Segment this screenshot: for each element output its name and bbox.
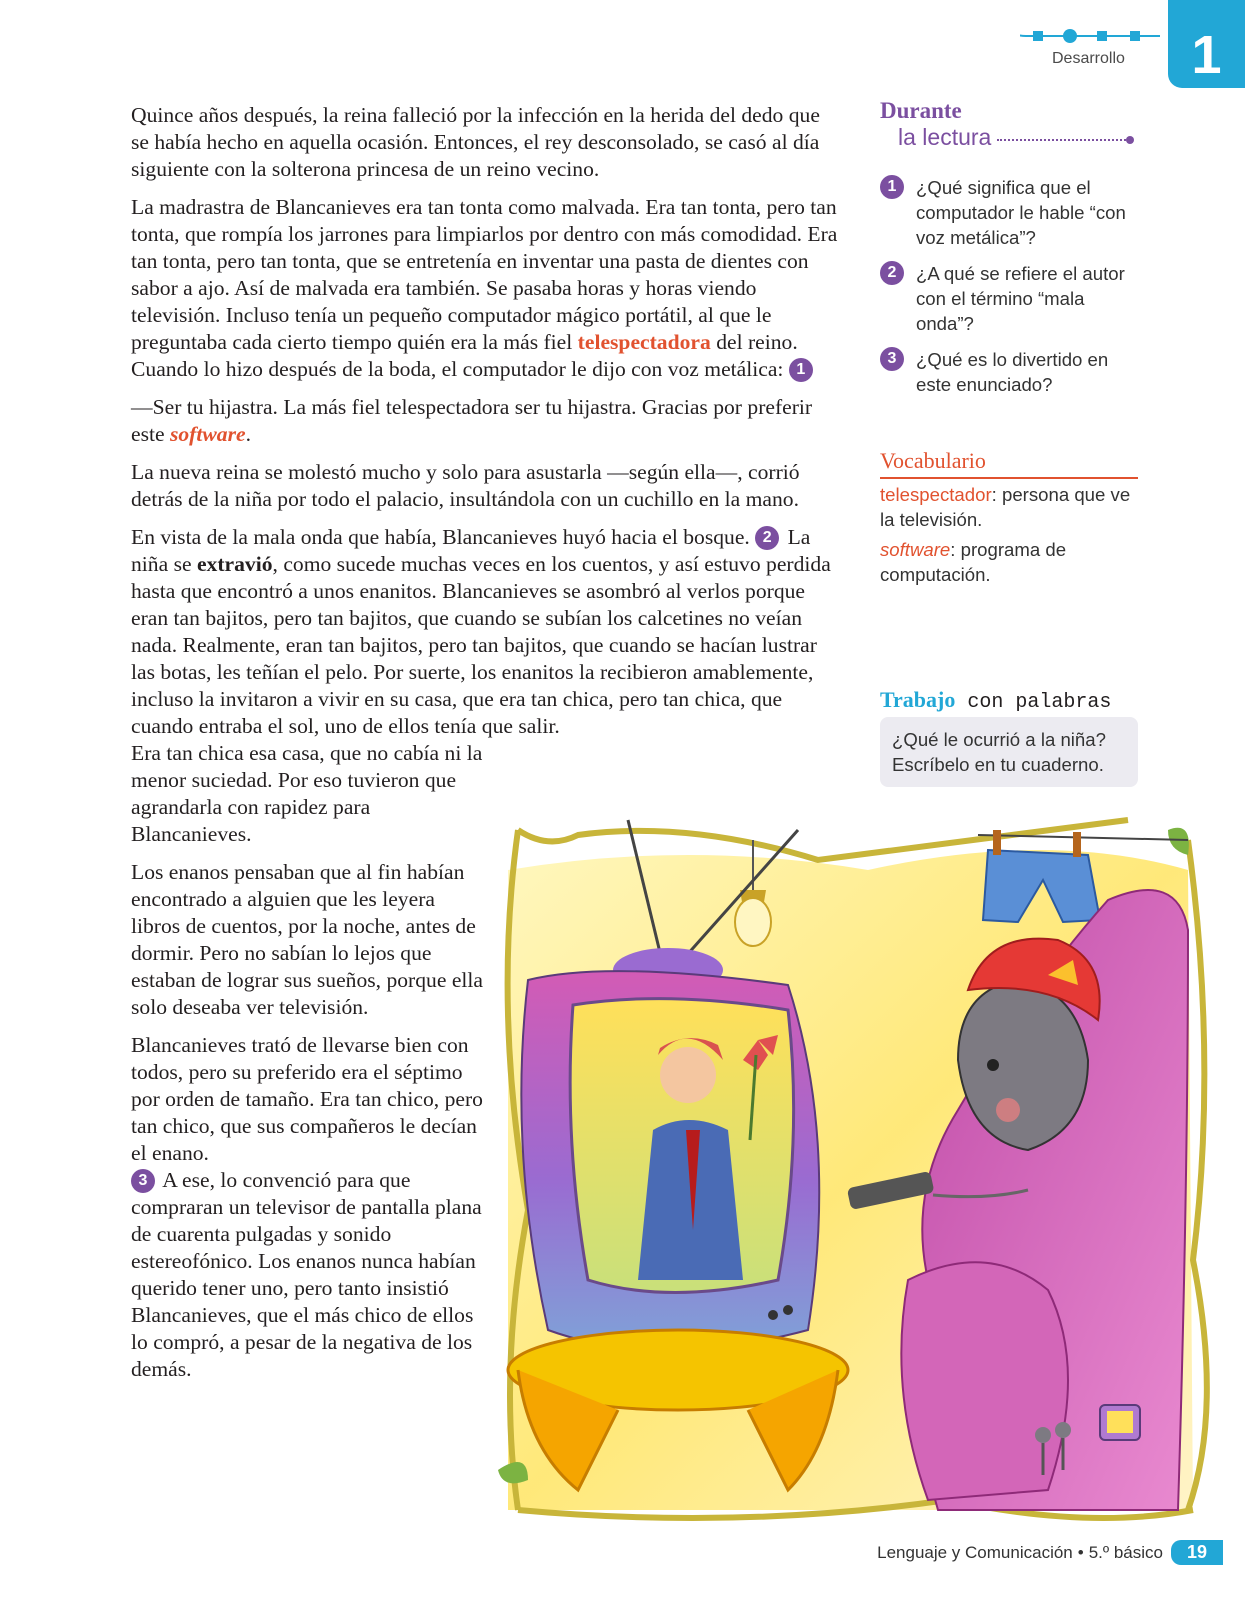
during-reading-subtitle: la lectura (898, 124, 992, 150)
question-list (880, 175, 1140, 397)
keyword-telespectadora[interactable]: telespectadora (577, 330, 711, 354)
question-number-1: 1 (880, 175, 904, 199)
paragraph-5-continued: Era tan chica esa casa, que no cabía ni la menor suciedad. Por eso tuvieron que agrandarla con rapidez para Blancanieves. (131, 741, 483, 846)
question-marker-1[interactable]: 1 (789, 358, 813, 382)
question-2: 2 ¿A qué se refiere el autor con el término “mala onda”? (880, 261, 1140, 336)
during-reading-box (880, 98, 1140, 408)
paragraph-6: Los enanos pensaban que al fin habían encontrado a alguien que les leyera libros de cuentos, por la noche, antes de dormir. Pero no sabían lo lejos que estaban de lograr sus sueños, porque ella solo deseaba ver televisión. (131, 860, 483, 1019)
paragraph-3: —Ser tu hijastra. La más fiel telespectadora ser tu hijastra. Gracias por preferir este software. (131, 395, 813, 446)
during-reading-title: Durante (880, 98, 962, 123)
page-footer (877, 1540, 1223, 1565)
question-number-3: 3 (880, 347, 904, 371)
paragraph-7: Blancanieves trató de llevarse bien con todos, pero su preferido era el séptimo por orden de tamaño. Era tan chico, pero tan chico, que sus compañeros le decían el enano. 3 A ese, lo convenció para que compraran un televisor de pantalla plana de cuarenta pulgadas y sonido estereofónico. Los enanos nunca habían querido tener uno, pero tanto insistió Blancanieves, que el más chico de ellos lo compró, a pesar de la negativa de los demás. (131, 1033, 483, 1381)
question-number-2: 2 (880, 261, 904, 285)
keyword-extravio: extravió (196, 552, 273, 576)
dotted-rule (997, 139, 1129, 141)
question-3: 3 ¿Qué es lo divertido en este enunciado? (880, 347, 1140, 397)
footer-grade: 5.º básico (1088, 1542, 1163, 1562)
paragraph-1: Quince años después, la reina falleció por la infección en la herida del dedo que se había hecho en aquella ocasión. Entonces, el rey desconsolado, se casó al día siguiente con la solterona princesa de un reino vecino. (131, 103, 820, 181)
question-marker-3[interactable]: 3 (131, 1169, 155, 1193)
story-illustration (488, 810, 1230, 1550)
vocab-entry-software: software: programa de computación. (880, 539, 1067, 585)
footer-subject: Lenguaje y Comunicación (877, 1542, 1073, 1562)
page-number: 19 (1171, 1540, 1223, 1565)
section-label: Desarrollo (1052, 50, 1125, 67)
unit-number-tab: 1 (1168, 0, 1245, 88)
question-marker-2[interactable]: 2 (755, 526, 779, 550)
paragraph-4: La nueva reina se molestó mucho y solo para asustarla —según ella—, corrió detrás de la niña por todo el palacio, insultándola con un cuchillo en la mano. (131, 460, 800, 511)
paragraph-2: La madrastra de Blancanieves era tan tonta como malvada. Era tan tonta, pero tan tonta, que rompía los jarrones para limpiarlos por dentro con más comodidad. Era tan tonta, pero tan tonta, que se entretenía en inventar una pasta de dientes con sabor a ajo. Así de malvada era también. Se pasaba horas y horas viendo televisión. Incluso tenía un pequeño computador mágico portátil, al que le preguntaba cada cierto tiempo quién era la más fiel telespectadora del reino. Cuando lo hizo después de la boda, el computador le dijo con voz metálica: 1 (131, 195, 838, 381)
vocab-entry-telespectador: telespectador: persona que ve la televisión. (880, 484, 1131, 530)
vocabulary-title: Vocabulario (880, 448, 1138, 479)
word-work-title: Trabajo con palabras (880, 687, 1112, 714)
paragraph-5: En vista de la mala onda que había, Blancanieves huyó hacia el bosque. 2 La niña se extravió, como sucede muchas veces en los cuentos, y así estuvo perdida hasta que encontró a unos enanitos. Blancanieves se asombró al verlos porque eran tan bajitos, pero tan bajitos, que cuando se subían los calcetines no veían nada. Realmente, eran tan bajitos, pero tan bajitos, que cuando se hacían lustrar las botas, les teñían el pelo. Por suerte, los enanitos la recibieron amablemente, incluso la invitaron a vivir en su casa, que era tan chica, pero tan chica, que cuando entraba el sol, uno de ellos tenía que salir. (131, 525, 831, 738)
footer-separator: • (1077, 1542, 1084, 1562)
keyword-software[interactable]: software (169, 422, 246, 446)
word-work-box: ¿Qué le ocurrió a la niña? Escríbelo en tu cuaderno. (880, 717, 1138, 787)
question-1: 1 ¿Qué significa que el computador le hable “con voz metálica”? (880, 175, 1140, 250)
